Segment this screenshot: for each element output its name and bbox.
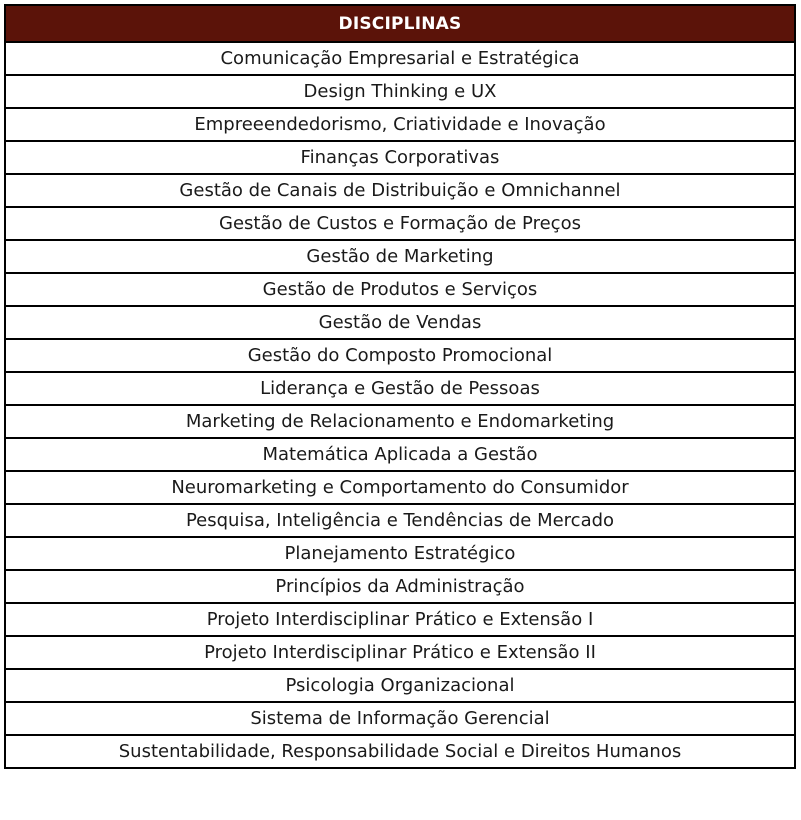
table-cell: Comunicação Empresarial e Estratégica (5, 42, 795, 75)
table-cell: Pesquisa, Inteligência e Tendências de Mercado (5, 504, 795, 537)
table-row (5, 207, 795, 240)
table-cell: Gestão de Vendas (5, 306, 795, 339)
table-cell: Sistema de Informação Gerencial (5, 702, 795, 735)
table-row (5, 438, 795, 471)
table-cell: Sustentabilidade, Responsabilidade Social e Direitos Humanos (5, 735, 795, 768)
table-row (5, 141, 795, 174)
table-row (5, 669, 795, 702)
table-row (5, 339, 795, 372)
table-cell: Gestão de Produtos e Serviços (5, 273, 795, 306)
table-row (5, 735, 795, 768)
table-cell: Gestão de Marketing (5, 240, 795, 273)
table-cell: Marketing de Relacionamento e Endomarketing (5, 405, 795, 438)
table-row (5, 570, 795, 603)
table-row (5, 504, 795, 537)
table-cell: Gestão de Custos e Formação de Preços (5, 207, 795, 240)
table-cell: Design Thinking e UX (5, 75, 795, 108)
table-row (5, 471, 795, 504)
table-row (5, 108, 795, 141)
table-cell: Princípios da Administração (5, 570, 795, 603)
table-row (5, 603, 795, 636)
table-row (5, 42, 795, 75)
table-cell: Neuromarketing e Comportamento do Consumidor (5, 471, 795, 504)
table-row (5, 273, 795, 306)
table-row (5, 306, 795, 339)
table-row (5, 174, 795, 207)
table-row (5, 636, 795, 669)
table-cell: Gestão de Canais de Distribuição e Omnichannel (5, 174, 795, 207)
table-cell: Liderança e Gestão de Pessoas (5, 372, 795, 405)
disciplines-table (4, 4, 796, 769)
table-row (5, 702, 795, 735)
table-cell: Gestão do Composto Promocional (5, 339, 795, 372)
table-body (5, 42, 795, 768)
table-cell: Finanças Corporativas (5, 141, 795, 174)
table-cell: Projeto Interdisciplinar Prático e Extensão II (5, 636, 795, 669)
table-row (5, 240, 795, 273)
table-cell: Empreeendedorismo, Criatividade e Inovação (5, 108, 795, 141)
table-row (5, 537, 795, 570)
table-row (5, 372, 795, 405)
table-header: DISCIPLINAS (5, 5, 795, 42)
table-header-row (5, 5, 795, 42)
table-cell: Matemática Aplicada a Gestão (5, 438, 795, 471)
table-row (5, 405, 795, 438)
table-cell: Projeto Interdisciplinar Prático e Extensão I (5, 603, 795, 636)
table-row (5, 75, 795, 108)
table-cell: Psicologia Organizacional (5, 669, 795, 702)
disciplines-table-container (4, 4, 796, 769)
table-cell: Planejamento Estratégico (5, 537, 795, 570)
